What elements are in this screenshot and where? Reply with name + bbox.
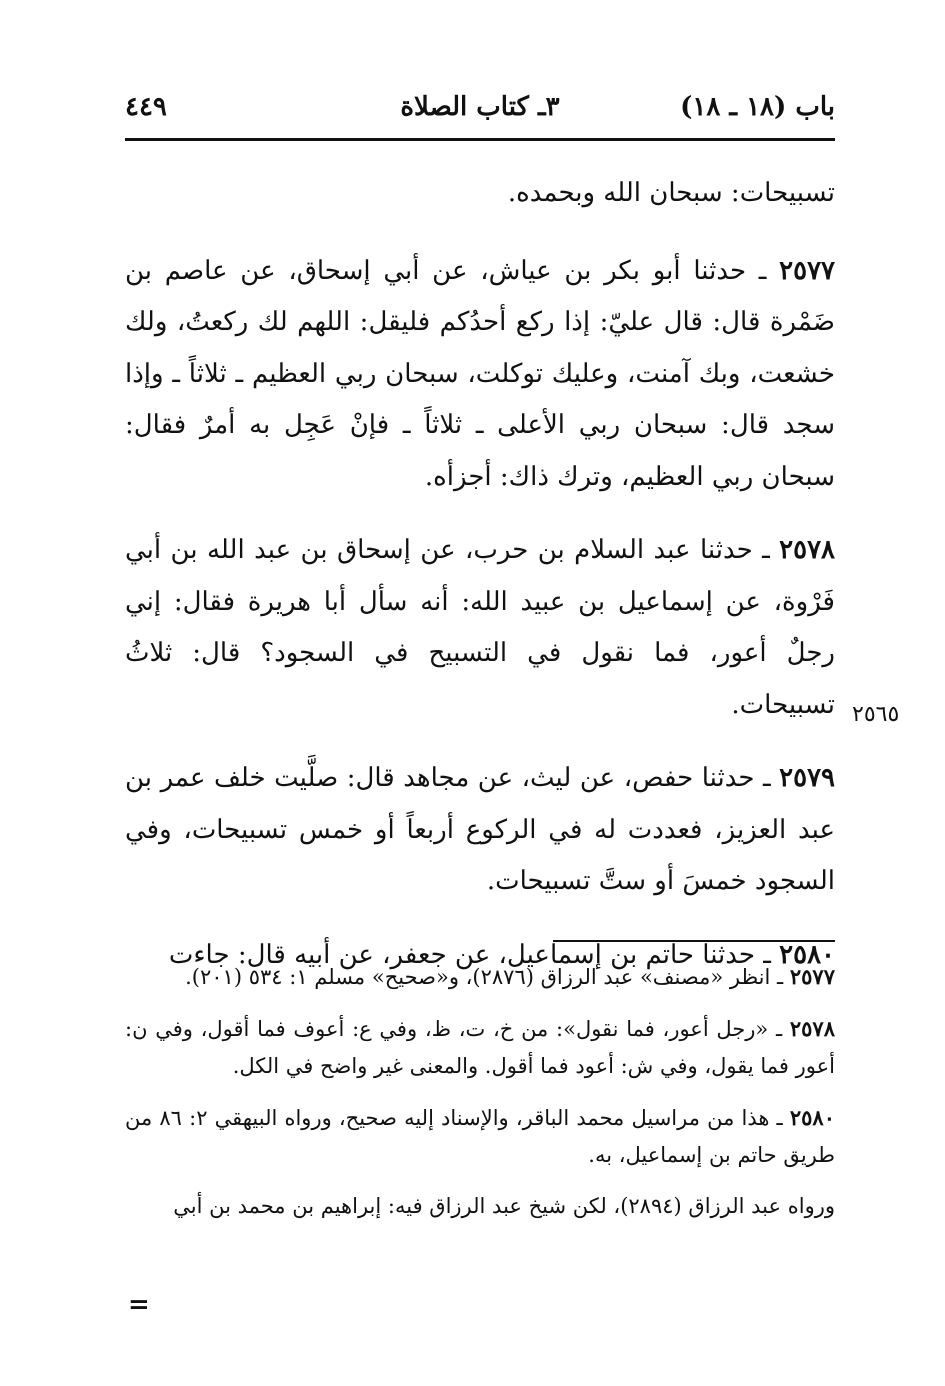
footnotes bbox=[125, 958, 835, 1239]
book-title: ٣ـ كتاب الصلاة bbox=[400, 92, 560, 122]
hadith-text: ـ حدثنا أبو بكر بن عياش، عن أبي إسحاق، عن عاصم بن ضَمْرة قال: قال عليّ: إذا ركع أحدُكم فليقل: اللهم لك ركعتُ، ولك خشعت، وبك آمنت، وعليك توكلت، سبحان ربي العظيم ـ ثلاثاً ـ وإذا سجد قال: سبحان ربي الأعلى ـ ثلاثاً ـ فإنْ عَجِل به أمرٌ فقال: سبحان ربي العظيم، وترك ذاك: أجزأه. bbox=[125, 255, 835, 492]
footnote bbox=[125, 1188, 835, 1225]
hadith-2577 bbox=[125, 246, 835, 504]
hadith-2579 bbox=[125, 753, 835, 908]
footnote bbox=[125, 1010, 835, 1085]
hadith-2578 bbox=[125, 525, 835, 731]
footnote-text: ـ «رجل أعور، فما نقول»: من خ، ت، ظ، وفي ع: أعوف فما أقول، وفي ن: أعور فما يقول، وفي ش: أعود فما أقول. والمعنى غير واضح في الكل. bbox=[125, 1017, 835, 1078]
hadith-number: ٢٥٨٠ bbox=[779, 939, 835, 970]
footnote-number: ٢٥٧٨ bbox=[789, 1016, 835, 1041]
paragraph bbox=[125, 168, 835, 220]
chapter-heading: باب (١٨ ـ ١٨) bbox=[680, 92, 835, 122]
footnote bbox=[125, 958, 835, 996]
margin-reference-number: ٢٥٦٥ bbox=[852, 702, 900, 727]
hadith-number: ٢٥٧٨ bbox=[779, 535, 835, 565]
paragraph-text: تسبيحات: سبحان الله وبحمده. bbox=[507, 178, 835, 208]
header-rule bbox=[125, 138, 835, 141]
hadith-number: ٢٥٧٩ bbox=[779, 763, 835, 793]
page-number: ٤٤٩ bbox=[125, 92, 167, 122]
footnote-number: ٢٥٧٧ bbox=[789, 964, 835, 989]
page-header bbox=[125, 88, 835, 128]
footnote-rule bbox=[553, 940, 835, 942]
footnote-number: ٢٥٨٠ bbox=[789, 1105, 835, 1130]
footnote-text: ـ هذا من مراسيل محمد الباقر، والإسناد إليه صحيح، ورواه البيهقي ٢: ٨٦ من طريق حاتم بن إسماعيل، به. bbox=[125, 1106, 835, 1167]
footnote-text: ـ انظر «مصنف» عبد الرزاق (٢٨٧٦)، و«صحيح» مسلم ١: ٥٣٤ (٢٠١). bbox=[185, 965, 784, 989]
main-text bbox=[125, 168, 835, 1003]
footnote bbox=[125, 1099, 835, 1174]
continuation-mark: = bbox=[128, 1290, 150, 1320]
hadith-number: ٢٥٧٧ bbox=[779, 255, 836, 286]
footnote-text: ورواه عبد الرزاق (٢٨٩٤)، لكن شيخ عبد الرزاق فيه: إبراهيم بن محمد بن أبي bbox=[173, 1194, 835, 1218]
hadith-text: ـ حدثنا حفص، عن ليث، عن مجاهد قال: صلَّيت خلف عمر بن عبد العزيز، فعددت له في الركوع أربعاً أو خمس تسبيحات، وفي السجود خمسَ أو ستَّ تسبيحات. bbox=[125, 763, 835, 896]
hadith-text: ـ حدثنا حاتم بن إسماعيل، عن جعفر، عن أبيه قال: جاءت bbox=[168, 939, 771, 970]
hadith-text: ـ حدثنا عبد السلام بن حرب، عن إسحاق بن عبد الله بن أبي فَرْوة، عن إسماعيل بن عبيد الله: أنه سأل أبا هريرة فقال: إني رجلٌ أعور، فما نقول في التسبيح في السجود؟ قال: ثلاثُ تسبيحات. bbox=[125, 535, 835, 720]
